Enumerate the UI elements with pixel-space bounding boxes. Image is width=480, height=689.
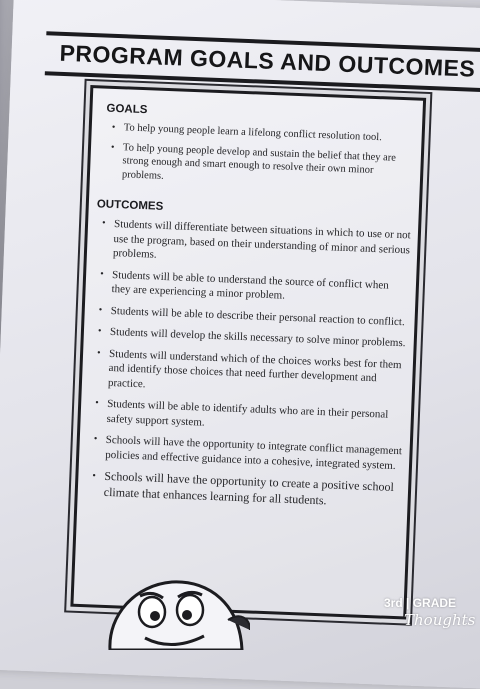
outcome-text: Schools will have the opportunity to create a positive school climate that enhances learning for all students.	[103, 468, 395, 507]
outcome-text: Students will understand which of the choices works best for them and identify those choices that need further development and practice.	[107, 347, 402, 390]
goals-section	[104, 103, 407, 198]
bullet-icon: •	[93, 433, 98, 445]
outcome-text: Students will be able to describe their personal reaction to conflict.	[110, 304, 405, 328]
goals-heading: GOALS	[106, 102, 148, 117]
bullet-icon: •	[94, 397, 99, 409]
blog-watermark-logo	[384, 596, 476, 636]
outcome-item	[88, 396, 404, 437]
bullet-icon: •	[110, 141, 115, 153]
watermark-line-2: Thoughts	[404, 611, 476, 629]
outcome-text: Schools will have the opportunity to integrate conflict management policies and effective guidance into a cohesive, integrated system.	[105, 433, 403, 472]
bullet-icon: •	[101, 217, 106, 229]
outcome-item	[86, 468, 402, 511]
page-title: PROGRAM GOALS AND OUTCOMES	[59, 39, 476, 82]
outcomes-section	[85, 198, 412, 518]
bullet-icon: •	[99, 268, 104, 280]
bullet-icon: •	[92, 470, 97, 482]
goal-item	[104, 140, 405, 192]
outcome-text: Students will be able to identify adults who are in their personal safety support system.	[106, 397, 389, 429]
bullet-icon: •	[111, 121, 116, 133]
outcome-item	[90, 346, 406, 402]
watermark-line-1: 3rd | GRADE	[384, 596, 457, 610]
outcome-item	[93, 267, 409, 308]
bullet-icon: •	[97, 325, 102, 337]
outcome-item	[95, 216, 411, 272]
turtle-left-pupil	[150, 611, 160, 621]
goals-list	[104, 121, 406, 192]
title-banner	[45, 31, 480, 92]
bullet-icon: •	[96, 346, 101, 359]
turtle-right-pupil	[182, 610, 192, 620]
goal-text: To help young people develop and sustain the belief that they are strong enough and smart enough to resolve their own minor problems.	[121, 141, 397, 182]
turtle-right-eye	[177, 595, 203, 625]
goal-text: To help young people learn a lifelong conflict resolution tool.	[123, 122, 383, 144]
outcome-text: Students will be able to understand the source of conflict when they are experiencing a minor problem.	[111, 268, 389, 302]
bullet-icon: •	[98, 303, 103, 316]
outcome-item	[87, 432, 403, 473]
goals-outcomes-box	[70, 85, 426, 620]
outcomes-heading: OUTCOMES	[96, 198, 164, 213]
turtle-mascot-illustration	[100, 560, 250, 650]
outcome-text: Students will differentiate between situations in which to use or not use the program, based on their understanding of minor and serious problems.	[112, 218, 411, 261]
outcomes-list	[86, 216, 412, 511]
outcome-text: Students will develop the skills necessary to solve minor problems.	[109, 325, 406, 350]
